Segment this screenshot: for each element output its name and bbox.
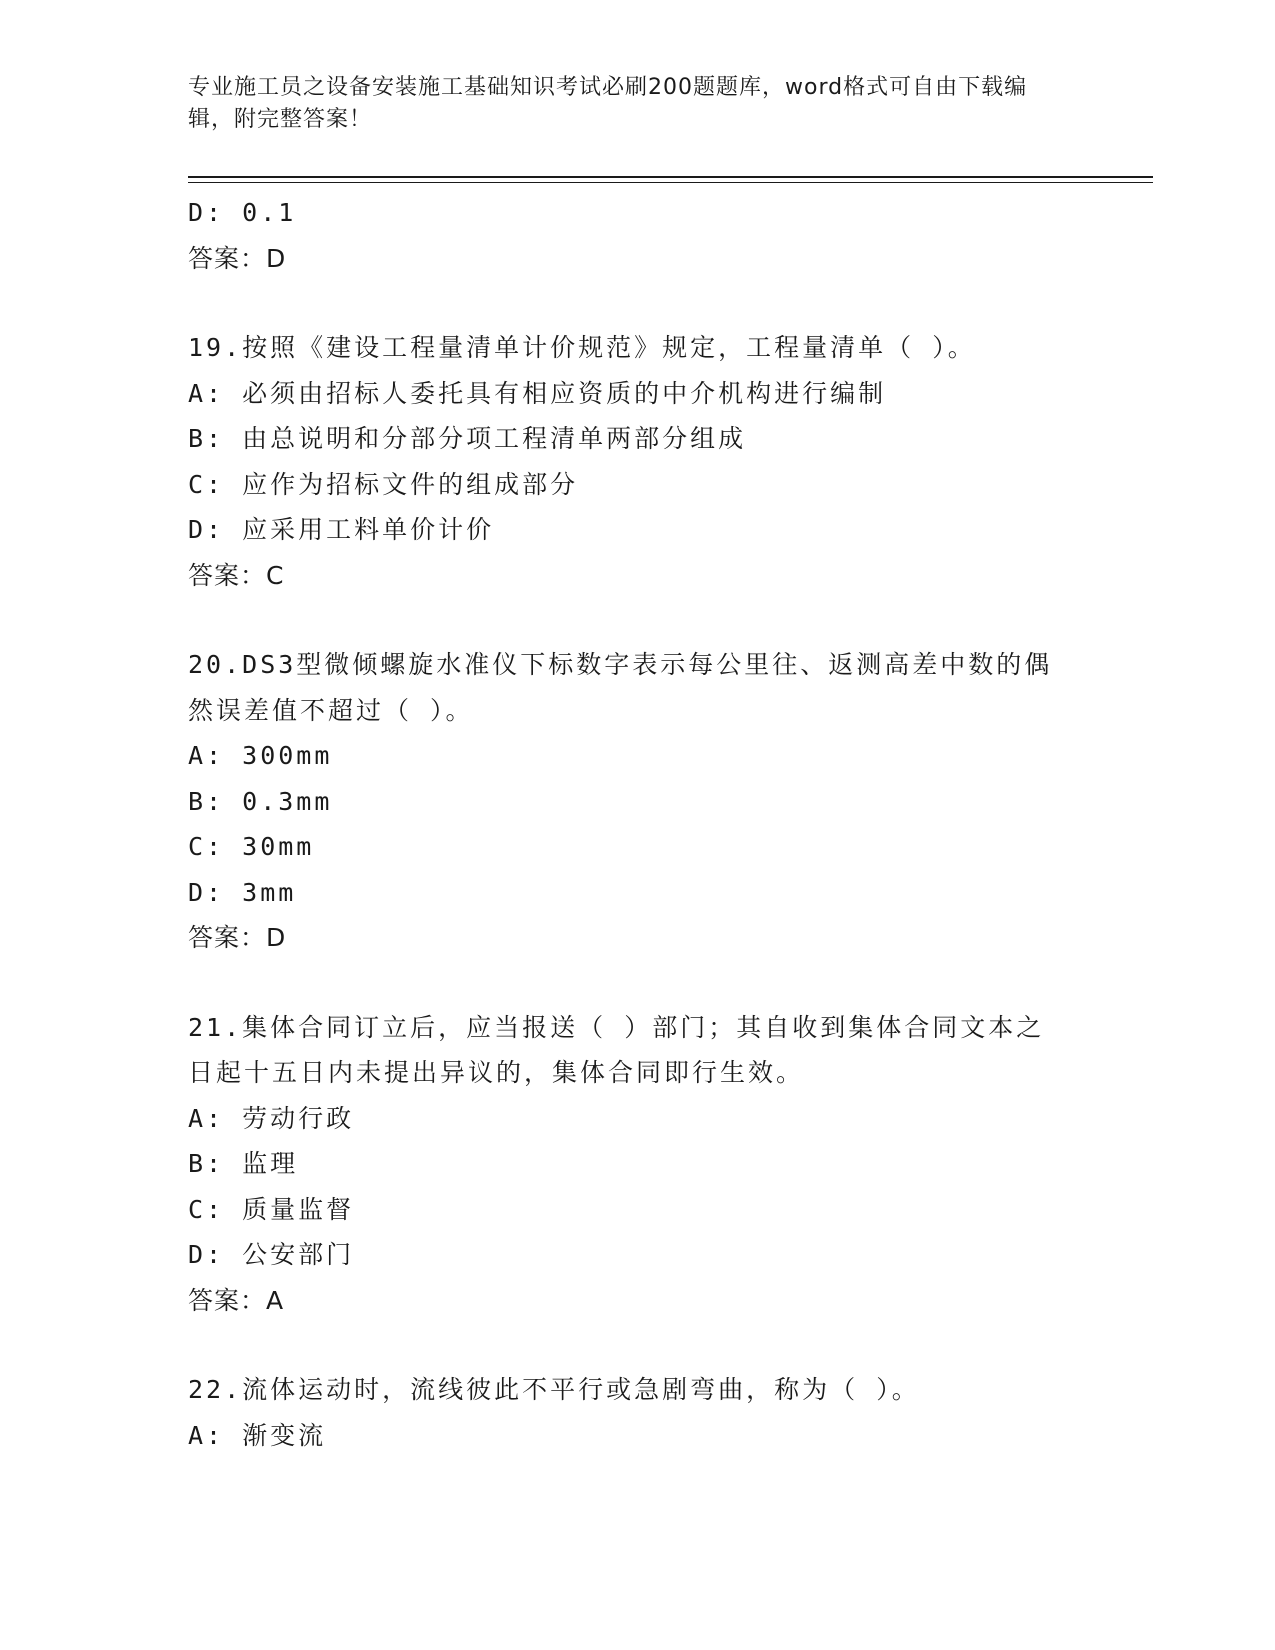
question-19 [188, 325, 1068, 598]
option-a: A: 必须由招标人委托具有相应资质的中介机构进行编制 [188, 378, 887, 408]
option-c: C: 30mm [188, 832, 315, 861]
option-d: D: 0.1 [188, 198, 297, 227]
option-d: D: 3mm [188, 877, 297, 907]
option-a: A: 300mm [188, 741, 333, 770]
option-b: B: 0.3mm [188, 786, 333, 816]
option-c: C: 质量监督 [188, 1194, 355, 1224]
option-a: A: 劳动行政 [188, 1103, 355, 1133]
option-a: A: 渐变流 [188, 1420, 327, 1450]
answer: 答案：C [188, 560, 285, 590]
document-body [188, 190, 1068, 1502]
question-20 [188, 642, 1068, 961]
option-d: D: 应采用工料单价计价 [188, 515, 495, 544]
option-b: B: 由总说明和分部分项工程清单两部分组成 [188, 424, 747, 453]
question-18-tail [188, 190, 1068, 281]
option-c: C: 应作为招标文件的组成部分 [188, 469, 579, 499]
header-divider-thin [188, 182, 1153, 183]
answer: 答案：D [188, 923, 287, 952]
answer: 答案：A [188, 1285, 285, 1315]
answer: 答案：D [188, 243, 287, 273]
question-21 [188, 1005, 1068, 1324]
header-divider-thick [188, 176, 1153, 178]
question-stem: 20.DS3型微倾螺旋水准仪下标数字表示每公里往、返测高差中数的偶然误差值不超过（ ）。 [188, 650, 1053, 725]
question-stem: 19.按照《建设工程量清单计价规范》规定，工程量清单（ ）。 [188, 333, 976, 362]
question-22 [188, 1367, 1068, 1458]
page-header: 专业施工员之设备安装施工基础知识考试必刷200题题库，word格式可自由下载编辑，附完整答案！ [188, 75, 1028, 132]
question-stem: 22.流体运动时，流线彼此不平行或急剧弯曲，称为（ ）。 [188, 1375, 920, 1404]
option-b: B: 监理 [188, 1149, 299, 1178]
question-stem: 21.集体合同订立后，应当报送（ ）部门；其自收到集体合同文本之日起十五日内未提出异议的，集体合同即行生效。 [188, 1012, 1045, 1087]
option-d: D: 公安部门 [188, 1240, 355, 1269]
